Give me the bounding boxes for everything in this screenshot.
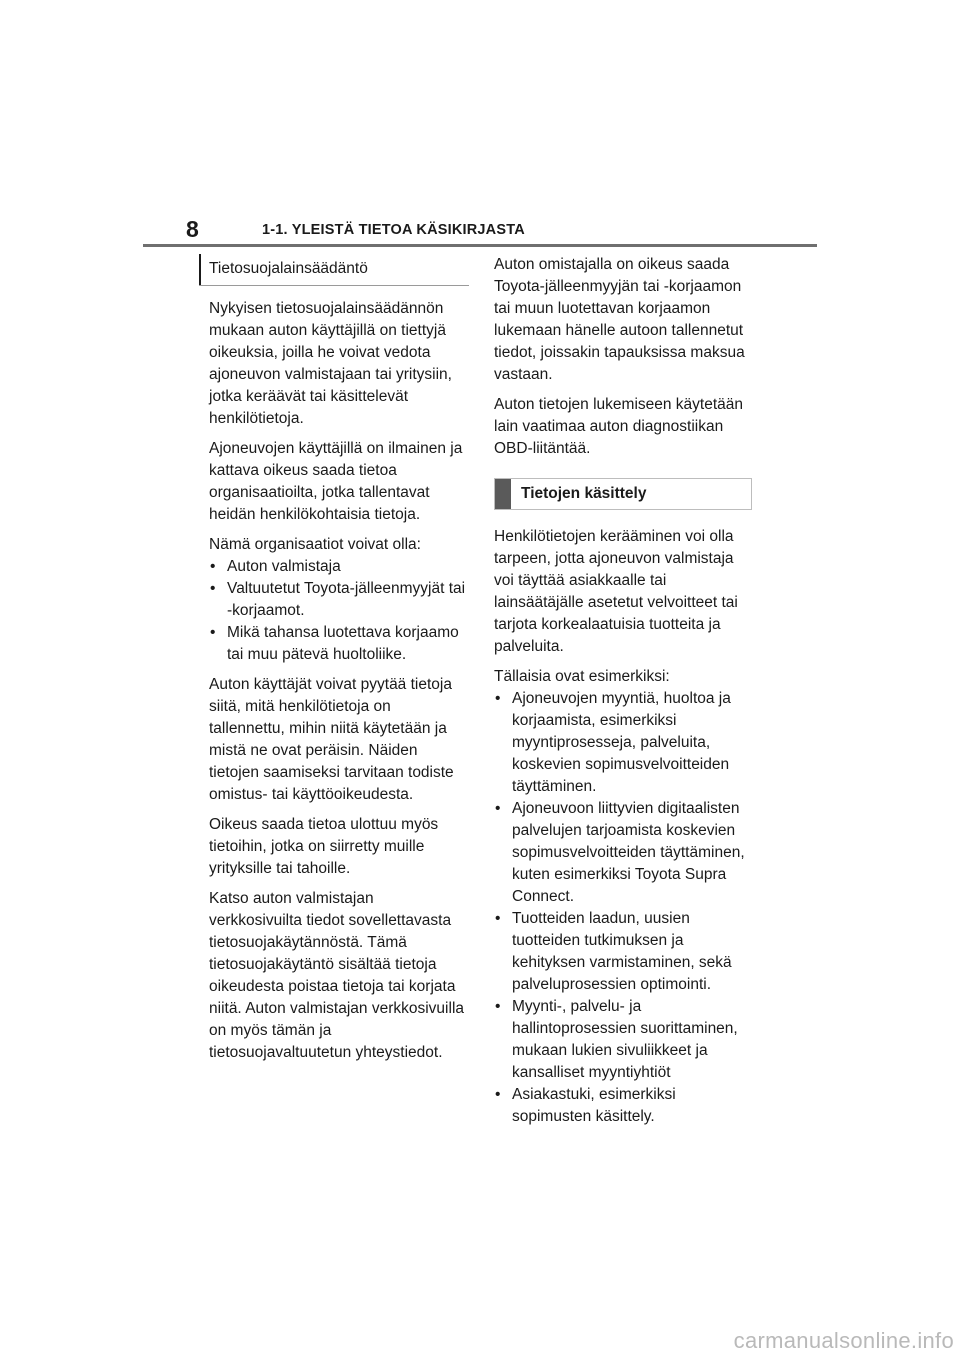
paragraph: Henkilötietojen kerääminen voi olla tarpeen, jotta ajoneuvon valmistaja voi täyttää asiakkaalle tai lainsäätäjälle asetetut velvoitteet tai tarjota korkealaatuisia tuotteita ja palveluita.: [494, 528, 738, 655]
heading-data-processing: [494, 478, 752, 510]
bullet-list: [209, 556, 469, 666]
left-column: [209, 254, 469, 1072]
paragraph: Auton tietojen lukemiseen käytetään lain vaatimaa auton diagnostiikan OBD-liitäntää.: [494, 396, 744, 457]
paragraph: Ajoneuvojen käyttäjillä on ilmainen ja kattava oikeus saada tietoa organisaatioilta, jotka tallentavat heidän henkilökohtaisia tietoja.: [209, 440, 463, 523]
section-title: 1-1. YLEISTÄ TIETOA KÄSIKIRJASTA: [262, 222, 525, 238]
subheading-bar: [199, 254, 201, 286]
watermark: carmanualsonline.info: [733, 1328, 954, 1353]
subheading-label: Tietosuojalainsäädäntö: [209, 260, 368, 277]
list-item: • Mikä tahansa luotettava korjaamo tai muu pätevä huoltoliike.: [209, 622, 469, 666]
right-column: [494, 254, 756, 1136]
paragraph: Oikeus saada tietoa ulottuu myös tietoihin, jotka on siirretty muille yrityksille tai tahoille.: [209, 816, 439, 877]
subheading-underline: [199, 285, 469, 286]
list-item: • Ajoneuvoon liittyvien digitaalisten palvelujen tarjoamista koskevien sopimusvelvoitteiden täyttäminen, kuten esimerkiksi Toyota Supra Connect.: [494, 798, 756, 908]
list-item: • Ajoneuvojen myyntiä, huoltoa ja korjaamista, esimerkiksi myyntiprosesseja, palveluita, koskevien sopimusvelvoitteiden täyttäminen.: [494, 688, 756, 798]
list-item: • Myynti-, palvelu- ja hallintoprosessien suorittaminen, mukaan lukien sivuliikkeet ja kansalliset myyntiyhtiöt: [494, 996, 756, 1084]
header-divider: [143, 244, 817, 247]
paragraph: Nykyisen tietosuojalainsäädännön mukaan auton käyttäjillä on tiettyjä oikeuksia, joilla he voivat vedota ajoneuvon valmistajaan tai yritysiin, jotka keräävät tai käsittelevät henkilötietoja.: [209, 300, 452, 427]
paragraph: Katso auton valmistajan verkkosivuilta tiedot sovellettavasta tietosuojakäytännöstä. Tämä tietosuojakäytäntö sisältää tietoja oikeudesta poistaa tietoja tai korjata niitä. Auton valmistajan verkkosivuilla on myös tämän ja tietosuojavaltuutetun yhteystiedot.: [209, 890, 465, 1061]
subheading-data-protection: [199, 254, 469, 286]
paragraph: Auton omistajalla on oikeus saada Toyota-jälleenmyyjän tai -korjaamon tai muun luotettavan korjaamon lukemaan hänelle autoon tallennetut tiedot, joissakin tapauksissa maksua vastaan.: [494, 256, 745, 383]
list-item: • Tuotteiden laadun, uusien tuotteiden tutkimuksen ja kehityksen varmistaminen, sekä palveluprosessien optimointi.: [494, 908, 756, 996]
paragraph: Auton käyttäjät voivat pyytää tietoja siitä, mitä henkilötietoja on tallennettu, mihin niitä käytetään ja mistä ne ovat peräisin. Näiden tietojen saamiseksi tarvitaan todiste omistus- tai käyttöoikeudesta.: [209, 676, 454, 803]
list-item: • Valtuutetut Toyota-jälleenmyyjät tai -korjaamot.: [209, 578, 469, 622]
heading-label: Tietojen käsittely: [521, 485, 647, 502]
heading-block: [495, 479, 511, 509]
list-intro: Nämä organisaatiot voivat olla:: [209, 536, 421, 553]
page-number: 8: [186, 216, 199, 242]
bullet-list: [494, 688, 756, 1128]
list-item: • Asiakastuki, esimerkiksi sopimusten käsittely.: [494, 1084, 756, 1128]
list-item: • Auton valmistaja: [209, 556, 469, 578]
list-intro: Tällaisia ovat esimerkiksi:: [494, 668, 670, 685]
